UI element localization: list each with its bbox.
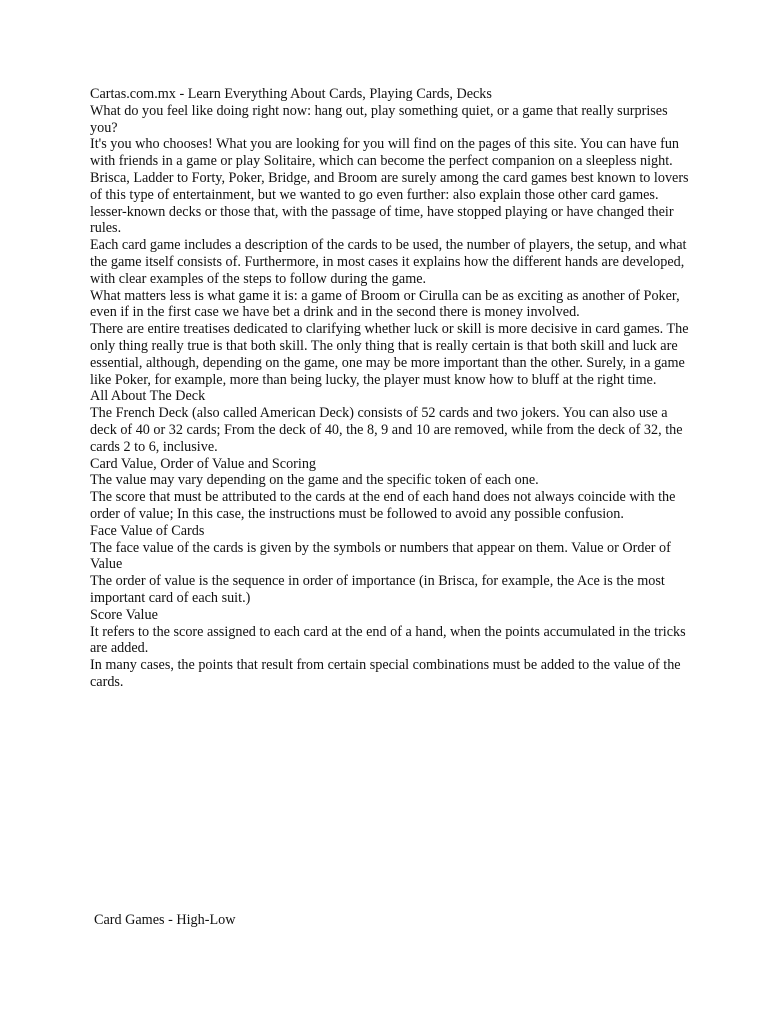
page-title: Cartas.com.mx - Learn Everything About Cards, Playing Cards, Decks [90,86,492,102]
document-body [90,86,690,691]
section-heading-score-value: Score Value [90,606,158,623]
paragraph: It refers to the score assigned to each card at the end of a hand, when the points accumulated in the tricks are added. [90,623,686,657]
paragraph: The score that must be attributed to the cards at the end of each hand does not always coincide with the order of value; In this case, the instructions must be followed to avoid any possible confusion. [90,489,676,522]
section-heading-face-value: Face Value of Cards [90,522,205,539]
paragraph: There are entire treatises dedicated to clarifying whether luck or skill is more decisive in card games. The only thing really true is that both skill. The only thing that is really certain is that both skill and luck are essential, although, depending on the game, one may be more important than the other. Surely, in a game like Poker, for example, more than being lucky, the player must know how to bluff at the right time. [90,321,689,388]
section-heading-card-value: Card Value, Order of Value and Scoring [90,455,317,472]
section-heading-deck: All About The Deck [90,388,206,405]
paragraph: The face value of the cards is given by the symbols or numbers that appear on them. Value or Order of Value [90,539,671,573]
paragraph: The value may vary depending on the game and the specific token of each one. [90,472,539,489]
paragraph: Each card game includes a description of the cards to be used, the number of players, the setup, and what the game itself consists of. Furthermore, in most cases it explains how the different hands are developed, with clear examples of the steps to follow during the game. [90,237,687,287]
paragraph: In many cases, the points that result from certain special combinations must be added to the value of the cards. [90,657,681,690]
paragraph: The order of value is the sequence in order of importance (in Brisca, for example, the Ace is the most important card of each suit.) [90,573,665,606]
page-footer: Card Games - High-Low [94,912,236,928]
paragraph: What matters less is what game it is: a game of Broom or Cirulla can be as exciting as another of Poker, even if in the first case we have bet a drink and in the second there is money involved. [90,287,680,321]
intro-question: What do you feel like doing right now: hang out, play something quiet, or a game that really surprises you? [90,102,668,136]
paragraph: The French Deck (also called American Deck) consists of 52 cards and two jokers. You can also use a deck of 40 or 32 cards; From the deck of 40, the 8, 9 and 10 are removed, while from the deck of 32, the cards 2 to 6, inclusive. [90,405,683,455]
paragraph: It's you who chooses! What you are looking for you will find on the pages of this site. You can have fun with friends in a game or play Solitaire, which can become the perfect companion on a sleepless night. Brisca, Ladder to Forty, Poker, Bridge, and Broom are surely among the card games best known to lovers of this type of entertainment, but we wanted to go even further: also explain those other card games. lesser-known decks or those that, with the passage of time, have stopped playing or have changed their rules. [90,136,689,237]
